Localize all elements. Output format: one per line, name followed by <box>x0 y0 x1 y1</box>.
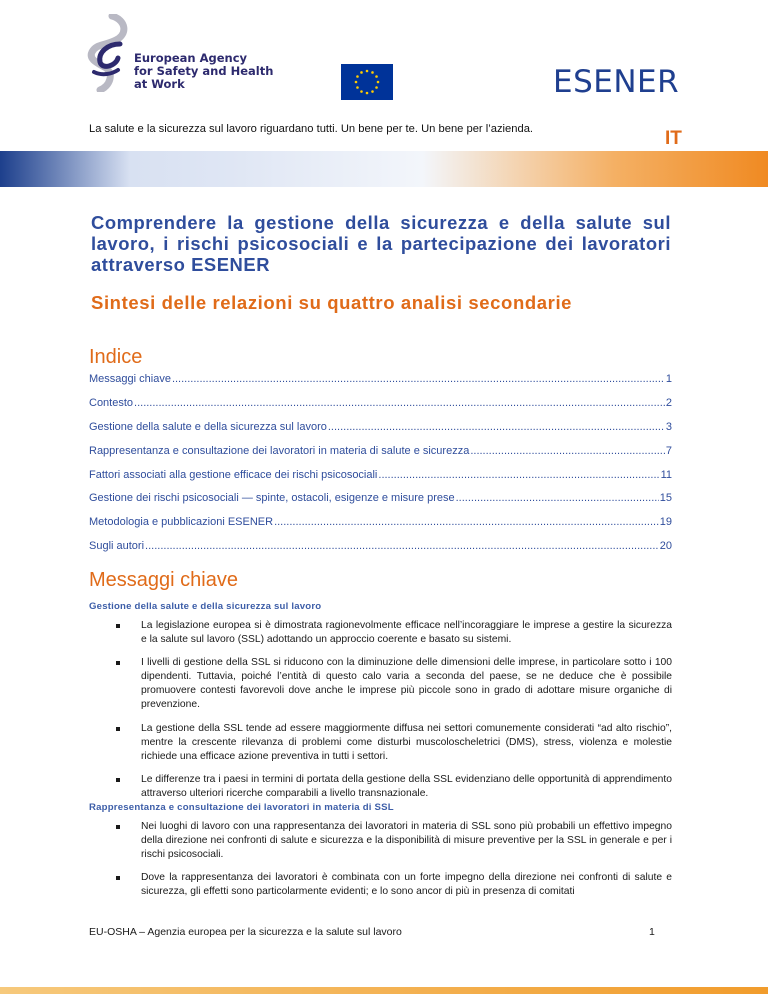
bullet-list <box>89 820 672 899</box>
table-of-contents <box>89 373 672 564</box>
toc-leader <box>172 373 665 385</box>
toc-item[interactable] <box>89 445 672 469</box>
toc-leader <box>145 540 659 552</box>
bullet-text: Nei luoghi di lavoro con una rappresentanza dei lavoratori in materia di SSL sono più probabili un effettivo impegno della direzione nei confronti di salute e sicurezza e la disponibilità di misure preventive per la SSL in generale e per i rischi psicosociali. <box>141 821 672 861</box>
eu-star-icon <box>360 90 363 93</box>
toc-leader <box>470 445 665 457</box>
eu-star-icon <box>360 71 363 74</box>
toc-leader <box>328 421 665 433</box>
header-band-accent <box>0 151 130 187</box>
bullet-square-icon <box>116 876 120 880</box>
footer-band <box>0 987 768 994</box>
toc-leader <box>378 469 659 481</box>
bullet-item <box>89 619 672 647</box>
toc-item[interactable] <box>89 469 672 493</box>
toc-item-label: Gestione dei rischi psicosociali — spinte, ostacoli, esigenze e misure prese <box>89 492 455 505</box>
toc-item-page: 1 <box>665 373 672 385</box>
toc-leader <box>274 516 659 528</box>
page-title: Comprendere la gestione della sicurezza e della salute sul lavoro, i rischi psicosociali e la partecipazione dei lavoratori attraverso ESENER <box>91 212 671 275</box>
toc-item-page: 11 <box>660 468 672 481</box>
toc-item[interactable] <box>89 492 672 516</box>
toc-item-page: 15 <box>659 492 672 505</box>
bullet-text: I livelli di gestione della SSL si riducono con la diminuzione delle dimensioni delle imprese, in particolare sotto i 100 dipendenti. Tuttavia, poiché l’entità di questo calo varia a seconda del paese, se ne deduce che è possibile promuovere contesti favorevoli dove anche le imprese più piccole sono in grado di adottare misure organiche di prevenzione. <box>141 657 672 711</box>
toc-item-page: 20 <box>659 540 672 553</box>
bullet-text: Dove la rappresentanza dei lavoratori è combinata con un forte impegno della direzione nei confronti di salute e sicurezza, gli effetti sono particolarmente evidenti; e lo sono ancor di più in presenza di comitati <box>141 872 672 898</box>
bullet-item <box>89 656 672 712</box>
toc-item-page: 3 <box>665 420 672 433</box>
toc-item-page: 7 <box>665 444 672 457</box>
toc-item-label: Fattori associati alla gestione efficace dei rischi psicosociali <box>89 468 378 481</box>
eu-star-icon <box>377 81 380 84</box>
section-osh-management <box>89 601 672 810</box>
bullet-square-icon <box>116 624 120 628</box>
toc-item-label: Sugli autori <box>89 540 145 553</box>
bullet-square-icon <box>116 661 120 665</box>
bullet-square-icon <box>116 727 120 731</box>
eu-star-icon <box>371 90 374 93</box>
toc-item-page: 2 <box>665 396 672 409</box>
eu-star-icon <box>375 75 378 78</box>
bullet-text: La gestione della SSL tende ad essere maggiormente diffusa nei settori comunemente considerati “ad alto rischio”, mentre la crescente rilevanza di problemi come disturbi muscoloscheletrici (DMS), stress, violenza e molestie richiede una efficace azione preventiva in tutti i settori. <box>141 722 672 762</box>
eu-star-icon <box>371 71 374 74</box>
esener-logo: ESENER <box>553 64 680 100</box>
eu-star-icon <box>366 92 369 95</box>
toc-item[interactable] <box>89 421 672 445</box>
toc-item-page: 19 <box>659 516 672 529</box>
language-code: IT <box>665 128 682 149</box>
section-worker-representation <box>89 802 672 908</box>
key-messages-heading: Messaggi chiave <box>89 569 238 591</box>
page-number: 1 <box>649 926 655 938</box>
eu-osha-logo-icon <box>82 14 132 92</box>
bullet-item <box>89 820 672 862</box>
section-heading: Gestione della salute e della sicurezza sul lavoro <box>89 601 322 612</box>
toc-item[interactable] <box>89 540 672 564</box>
toc-item-label: Contesto <box>89 396 134 409</box>
bullet-text: La legislazione europea si è dimostrata ragionevolmente efficace nell’incoraggiare le imprese a gestire la sicurezza e la salute sul lavoro (SSL) adottando un approccio coerente e basato su sistemi. <box>141 620 672 646</box>
bullet-text: Le differenze tra i paesi in termini di portata della gestione della SSL evidenziano delle opportunità di apprendimento attraverso ulteriori ricerche comparabili a livello transnazionale. <box>141 773 672 799</box>
eu-star-icon <box>375 86 378 89</box>
toc-leader <box>134 397 665 409</box>
tagline: La salute e la sicurezza sul lavoro riguardano tutti. Un bene per te. Un bene per l’azienda. <box>89 123 534 135</box>
eu-star-icon <box>366 70 369 73</box>
toc-item-label: Messaggi chiave <box>89 373 171 385</box>
bullet-item <box>89 871 672 899</box>
page-subtitle: Sintesi delle relazioni su quattro analisi secondarie <box>91 292 573 313</box>
eu-star-icon <box>355 81 358 84</box>
toc-item-label: Metodologia e pubblicazioni ESENER <box>89 516 274 529</box>
bullet-list <box>89 619 672 801</box>
toc-item[interactable] <box>89 397 672 421</box>
eu-star-icon <box>356 75 359 78</box>
eu-flag-icon <box>341 64 393 100</box>
footer-text: EU-OSHA – Agenzia europea per la sicurezza e la salute sul lavoro <box>89 926 402 938</box>
toc-item[interactable] <box>89 516 672 540</box>
toc-item-label: Rappresentanza e consultazione dei lavoratori in materia di salute e sicurezza <box>89 444 470 457</box>
toc-item-label: Gestione della salute e della sicurezza sul lavoro <box>89 420 327 433</box>
section-heading: Rappresentanza e consultazione dei lavoratori in materia di SSL <box>89 802 394 813</box>
bullet-item <box>89 722 672 764</box>
bullet-square-icon <box>116 825 120 829</box>
toc-leader <box>456 492 659 504</box>
bullet-square-icon <box>116 778 120 782</box>
bullet-item <box>89 773 672 801</box>
toc-item[interactable] <box>89 373 672 397</box>
eu-star-icon <box>356 86 359 89</box>
toc-heading: Indice <box>89 346 143 368</box>
agency-logo-text: European Agency for Safety and Health at Work <box>134 51 274 91</box>
